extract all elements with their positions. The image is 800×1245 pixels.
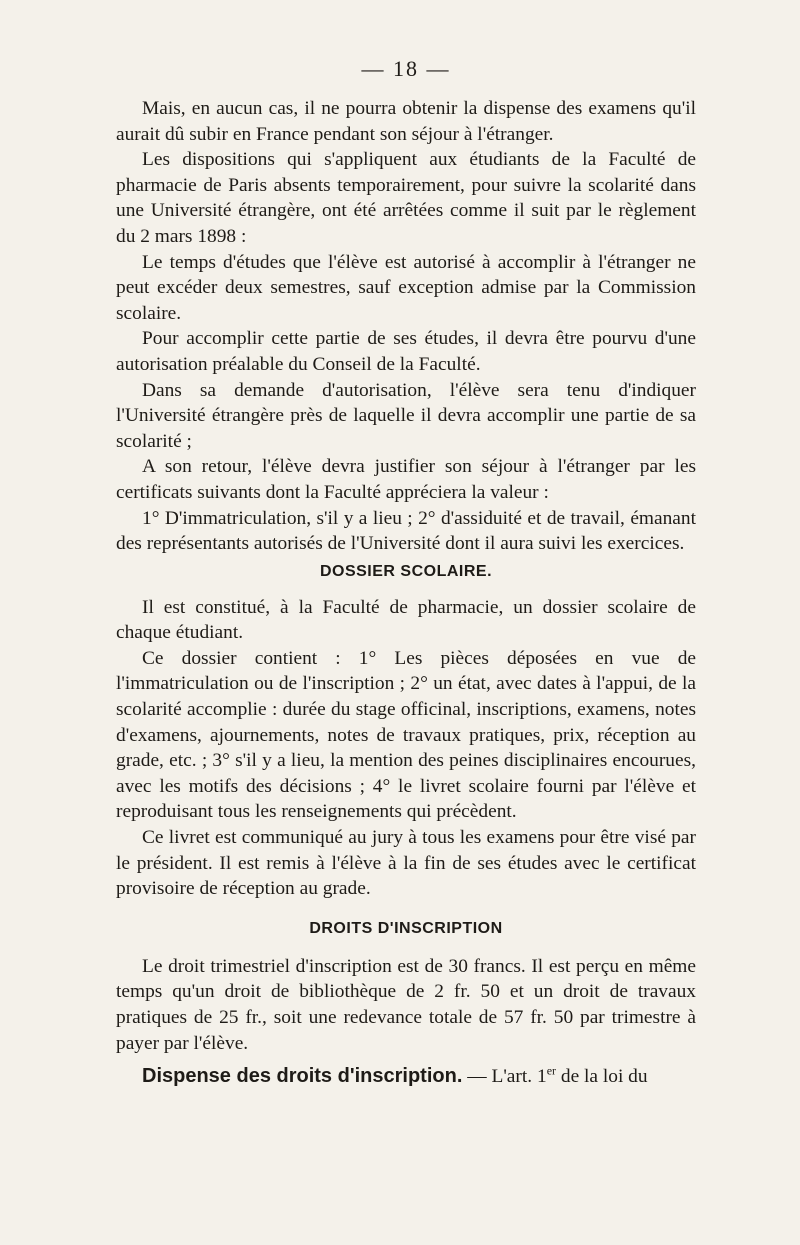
paragraph-dispense [116, 1064, 696, 1090]
paragraph: Le droit trimestriel d'inscription est de 30 francs. Il est perçu en même temps qu'un droit de bibliothèque de 2 fr. 50 et un droit de travaux pratiques de 25 fr., soit une redevance totale de 57 fr. 50 par trimestre à payer par l'élève. [116, 955, 696, 1054]
ordinal-suffix: er [546, 1063, 557, 1078]
paragraph: Le temps d'études que l'élève est autorisé à accomplir à l'étranger ne peut excéder deux semestres, sauf exception admise par la Commission scolaire. [116, 251, 696, 324]
article-text: de la loi du [560, 1066, 648, 1088]
runin-heading: Dispense des droits d'inscription. [142, 1065, 463, 1088]
paragraph: Mais, en aucun cas, il ne pourra obtenir la dispense des examens qu'il aurait dû subir en France pendant son séjour à l'étranger. [116, 98, 696, 145]
article-number: 1 [536, 1066, 547, 1088]
paragraph: Ce livret est communiqué au jury à tous les examens pour être visé par le président. Il est remis à l'élève à la fin de ses études avec le certificat provisoire de réception au grade. [116, 827, 696, 900]
paragraph: Dans sa demande d'autorisation, l'élève sera tenu d'indiquer l'Université étrangère près de laquelle il devra accomplir une partie de sa scolarité ; [116, 379, 696, 452]
paragraph: A son retour, l'élève devra justifier son séjour à l'étranger par les certificats suivants dont la Faculté appréciera la valeur : [116, 456, 696, 503]
section-heading-dossier-scolaire: DOSSIER SCOLAIRE. [319, 562, 493, 580]
section-heading-droits-inscription: DROITS D'INSCRIPTION [309, 919, 503, 937]
page-number: — 18 — [361, 56, 451, 81]
paragraph: Pour accomplir cette partie de ses études, il devra être pourvu d'une autorisation préalable du Conseil de la Faculté. [116, 328, 696, 375]
paragraph: Les dispositions qui s'appliquent aux étudiants de la Faculté de pharmacie de Paris absents temporairement, pour suivre la scolarité dans une Université étrangère, ont été arrêtées comme il suit par le règlement du 2 mars 1898 : [116, 149, 696, 247]
paragraph: Il est constitué, à la Faculté de pharmacie, un dossier scolaire de chaque étudiant. [116, 596, 696, 644]
paragraph: Ce dossier contient : 1° Les pièces déposées en vue de l'immatriculation ou de l'inscription ; 2° un état, avec dates à l'appui, de la scolarité accomplie : durée du stage officinal, inscriptions, examens, notes d'examens, ajournements, notes de travaux pratiques, prix, réception au grade, etc. ; 3° s'il y a lieu, la mention des peines disciplinaires encourues, avec les motifs des décisions ; 4° le livret scolaire fourni par l'élève et reproduisant tous les renseignements qui précèdent. [116, 647, 696, 823]
paragraph: 1° D'immatriculation, s'il y a lieu ; 2° d'assiduité et de travail, émanant des représentants autorisés de l'Université dont il aura suivi les exercices. [116, 507, 696, 555]
article-ref: — L'art. [467, 1066, 533, 1088]
